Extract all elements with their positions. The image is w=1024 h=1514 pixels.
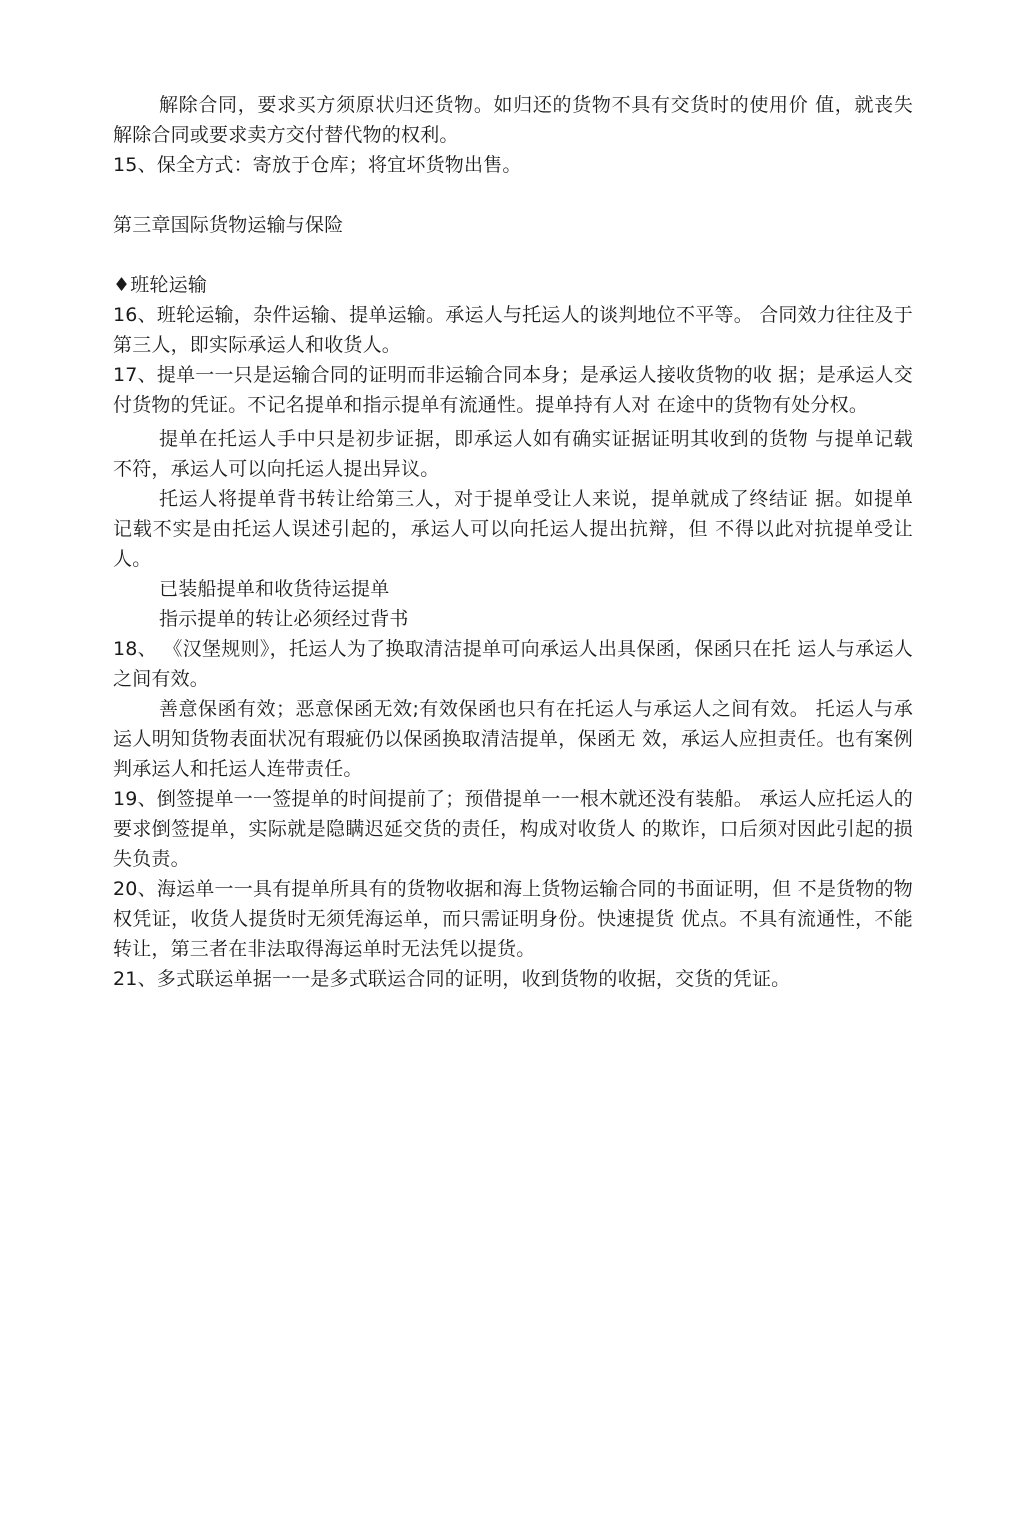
paragraph-item-15: 15、保全方式：寄放于仓库；将宜坏货物出售。 — [113, 154, 522, 176]
paragraph-shipped-bill: 已装船提单和收货待运提单 — [159, 578, 390, 600]
paragraph-item-16: 16、班轮运输，杂件运输、提单运输。承运人与托运人的谈判地位不平等。 合同效力往往及于第三人，即实际承运人和收货人。 — [113, 304, 913, 356]
paragraph-item-20: 20、海运单一一具有提单所具有的货物收据和海上货物运输合同的书面证明，但 不是货物的物权凭证，收货人提货时无须凭海运单，而只需证明身份。快速提货 优点。不具有流通性，不能转让，第三者在非法取得海运单时无法凭以提货。 — [113, 878, 913, 960]
chapter-title: 第三章国际货物运输与保险 — [113, 214, 344, 236]
paragraph-contract-rescission: 解除合同，要求买方须原状归还货物。如归还的货物不具有交货时的使用价 值，就丧失解除合同或要求卖方交付替代物的权利。 — [113, 94, 913, 146]
paragraph-bill-prima-facie: 提单在托运人手中只是初步证据，即承运人如有确实证据证明其收到的货物 与提单记载不符，承运人可以向托运人提出异议。 — [113, 428, 913, 480]
paragraph-letter-of-indemnity: 善意保函有效；恶意保函无效;有效保函也只有在托运人与承运人之间有效。 托运人与承运人明知货物表面状况有瑕疵仍以保函换取清洁提单，保函无 效，承运人应担责任。也有案例判承运人和托运人连带责任。 — [113, 698, 913, 780]
section-title-liner-transport: ♦班轮运输 — [113, 274, 208, 296]
paragraph-bill-endorsement: 托运人将提单背书转让给第三人，对于提单受让人来说，提单就成了终结证 据。如提单记载不实是由托运人误述引起的，承运人可以向托运人提出抗辩，但 不得以此对抗提单受让人。 — [113, 488, 913, 570]
paragraph-item-21: 21、多式联运单据一一是多式联运合同的证明，收到货物的收据，交货的凭证。 — [113, 968, 791, 990]
document-body — [113, 90, 913, 994]
paragraph-item-19: 19、倒签提单一一签提单的时间提前了；预借提单一一根木就还没有装船。 承运人应托运人的要求倒签提单，实际就是隐瞒迟延交货的责任，构成对收货人 的欺诈，口后须对因此引起的损失负责。 — [113, 788, 913, 870]
paragraph-item-17: 17、提单一一只是运输合同的证明而非运输合同本身；是承运人接收货物的收 据；是承运人交付货物的凭证。不记名提单和指示提单有流通性。提单持有人对 在途中的货物有处分权。 — [113, 364, 913, 416]
paragraph-item-18: 18、 《汉堡规则》，托运人为了换取清洁提单可向承运人出具保函，保函只在托 运人与承运人之间有效。 — [113, 638, 913, 690]
paragraph-order-bill-transfer: 指示提单的转让必须经过背书 — [159, 608, 409, 630]
